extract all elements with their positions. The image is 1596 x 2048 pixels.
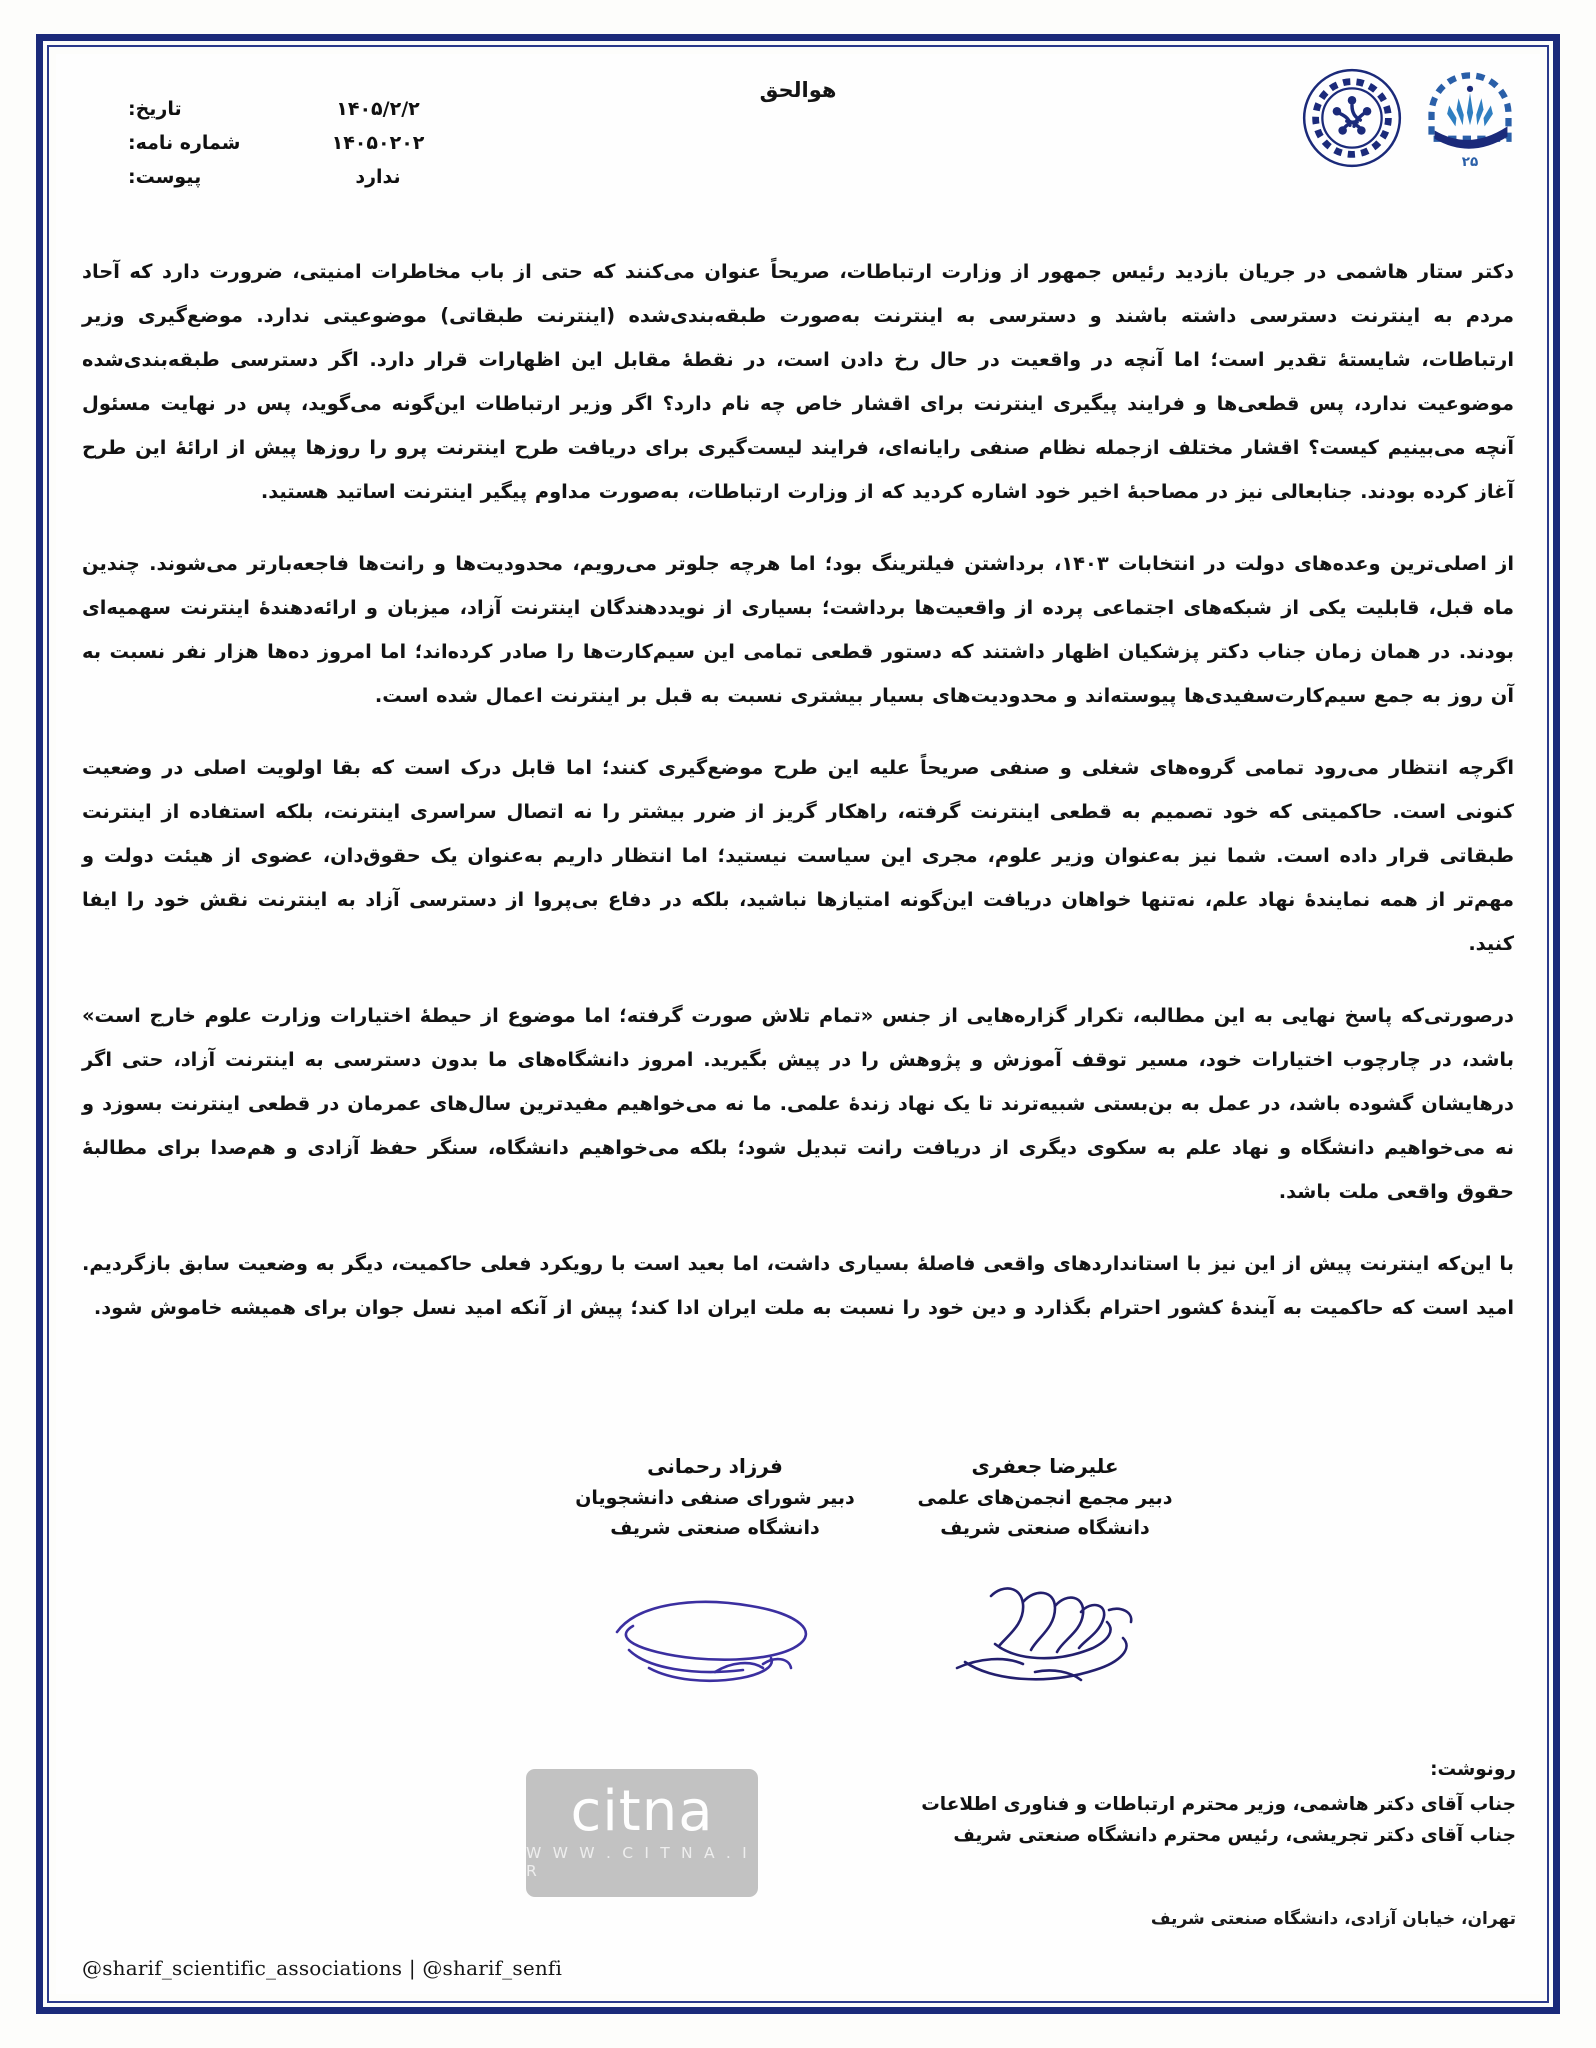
svg-text:۲۵: ۲۵ — [1461, 153, 1479, 170]
body-paragraph-1: دکتر ستار هاشمی در جریان بازدید رئیس جمهور از وزارت ارتباطات، صریحاً عنوان می‌کنند که حتی از باب مخاطرات امنیتی، ضرورت دارد که آحاد مردم به اینترنت دسترسی داشته باشند و دسترسی به اینترنت به‌صورت طبقه‌بندی‌شده (اینترنت طبقاتی) موضوعیتی ندارد. موضع‌گیری وزیر ارتباطات، شایستهٔ تقدیر است؛ اما آنچه در واقعیت در حال رخ دادن است، در نقطهٔ مقابل این اظهارات قرار دارد. اگر دسترسی طبقه‌بندی‌شده موضوعیت ندارد، پس قطعی‌ها و فرایند پیگیری اینترنت برای اقشار خاص چه نام دارد؟ اگر وزیر ارتباطات این‌گونه می‌گوید، پس در نهایت مسئول آنچه می‌بینیم کیست؟ اقشار مختلف ازجمله نظام صنفی رایانه‌ای، فرایند لیست‌گیری برای دریافت طرح اینترنت پرو را روزها پیش از ارائهٔ این طرح آغاز کرده بودند. جنابعالی نیز در مصاحبهٔ اخیر خود اشاره کردید که از وزارت ارتباطات، به‌صورت مداوم پیگیر اینترنت اساتید هستید. — [82, 260, 1514, 503]
meta-label-letter-number: شماره نامه: — [128, 132, 241, 154]
body-paragraph-2: از اصلی‌ترین وعده‌های دولت در انتخابات ۱۴۰۳، برداشتن فیلترینگ بود؛ اما هرچه جلوتر می‌رویم، محدودیت‌ها و رانت‌ها فاجعه‌بارتر می‌شوند. چندین ماه قبل، قابلیت یکی از شبکه‌های اجتماعی پرده از واقعیت‌ها برداشت؛ بسیاری از نویددهندگان اینترنت آزاد، میزبان و ارائه‌دهندهٔ اینترنت سهمیه‌ای بودند. در همان زمان جناب دکتر پزشکیان اظهار داشتند که دستور قطعی تمامی این سیم‌کارت‌ها را صادر کرده‌اند؛ اما امروز ده‌ها هزار نفر نسبت به آن روز به جمع سیم‌کارت‌سفیدی‌ها پیوسته‌اند و محدودیت‌های بسیار بیشتری نسبت به قبل بر اینترنت اعمال شده است. — [82, 552, 1514, 707]
copies-title: رونوشت: — [1430, 1759, 1516, 1780]
signature-name: علیرضا جعفری — [971, 1454, 1119, 1478]
meta-row-attachment — [78, 166, 478, 188]
meta-value-letter-number: ۱۴۰۵۰۲۰۲ — [331, 132, 425, 154]
signature-role: دبیر شورای صنفی دانشجویان — [575, 1487, 855, 1509]
meta-row-letter-number — [78, 132, 478, 154]
copies-section — [696, 1759, 1516, 1856]
handwritten-signature-rahmani-icon — [575, 1576, 875, 1696]
meta-label-attachment: پیوست: — [128, 166, 202, 188]
handwritten-signature-jafari-icon — [895, 1576, 1195, 1696]
copy-recipient-2: جناب آقای دکتر تجریشی، رئیس محترم دانشگاه صنعتی شریف — [953, 1825, 1516, 1846]
meta-value-date: ۱۴۰۵/۲/۲ — [336, 98, 420, 120]
social-handles: @sharif_scientific_associations | @sharif_senfi — [82, 1956, 563, 1980]
signature-block-guild-council — [550, 1454, 880, 1547]
signature-org: دانشگاه صنعتی شریف — [610, 1517, 820, 1539]
signature-area — [56, 1454, 1540, 1784]
letter-body — [82, 250, 1514, 1352]
sharif-student-guild-council-logo — [1418, 66, 1522, 170]
sharif-scientific-associations-logo — [1300, 66, 1404, 170]
citna-wordmark: citna — [570, 1779, 714, 1844]
signature-name: فرزاد رحمانی — [647, 1454, 783, 1478]
basmala-heading: هوالحق — [759, 78, 837, 102]
signature-org: دانشگاه صنعتی شریف — [940, 1517, 1150, 1539]
citna-watermark — [526, 1769, 758, 1897]
header-logos — [1300, 66, 1522, 170]
body-paragraph-5: با این‌که اینترنت پیش از این نیز با استانداردهای واقعی فاصلهٔ بسیاری داشت، اما بعید است با رویکرد فعلی حاکمیت، دیگر به وضعیت سابق بازگردیم. امید است که حاکمیت به آیندهٔ کشور احترام بگذارد و دین خود را نسبت به ملت ایران ادا کند؛ پیش از آنکه امید نسل جوان برای همیشه خاموش شود. — [82, 1252, 1514, 1319]
letter-sheet — [56, 54, 1540, 1994]
signature-block-scientific-associations — [880, 1454, 1210, 1547]
letter-header — [56, 54, 1540, 244]
signature-role: دبیر مجمع انجمن‌های علمی — [917, 1487, 1173, 1509]
body-paragraph-3: اگرچه انتظار می‌رود تمامی گروه‌های شغلی و صنفی صریحاً علیه این طرح موضع‌گیری کنند؛ اما قابل درک است که بقا اولویت اصلی در وضعیت کنونی است. حاکمیتی که خود تصمیم به قطعی اینترنت گرفته، راهکار گریز از ضرر بیشتر را نه اتصال سراسری اینترنت، بلکه استفاده از اینترنت طبقاتی قرار داده است. شما نیز به‌عنوان وزیر علوم، مجری این سیاست نیستید؛ اما انتظار داریم به‌عنوان یک حقوق‌دان، عضوی از هیئت دولت و مهم‌تر از همه نمایندهٔ نهاد علم، نه‌تنها خواهان دریافت این‌گونه امتیازها نباشید، بلکه در دفاع بی‌پروا از دسترسی آزاد به اینترنت نقش خود را ایفا کنید. — [82, 756, 1514, 955]
organization-address: تهران، خیابان آزادی، دانشگاه صنعتی شریف — [1150, 1909, 1516, 1929]
body-paragraph-4: درصورتی‌که پاسخ نهایی به این مطالبه، تکرار گزاره‌هایی از جنس «تمام تلاش صورت گرفته؛ اما موضوع از حیطهٔ اختیارات وزارت علوم خارج است» باشد، در چارچوب اختیارات خود، مسیر توقف آموزش و پژوهش را در پیش بگیرید. امروز دانشگاه‌های ما بدون دسترسی به اینترنت آزاد، حتی اگر درهایشان گشوده باشد، در عمل به بن‌بستی شبیه‌ترند تا یک نهاد زندهٔ علمی. ما نه می‌خواهیم مفیدترین سال‌های عمرمان در قطعی اینترنت بسوزد و نه می‌خواهیم دانشگاه و نهاد علم به سکوی دیگری از دریافت رانت تبدیل شود؛ بلکه می‌خواهیم دانشگاه، سنگر حفظ آزادی و هم‌صدا برای مطالبهٔ حقوق واقعی ملت باشد. — [82, 1004, 1514, 1203]
meta-row-date — [78, 98, 478, 120]
meta-label-date: تاریخ: — [128, 98, 182, 120]
citna-url: W W W . C I T N A . I R — [526, 1844, 750, 1880]
letter-meta — [78, 98, 478, 200]
copy-recipient-1: جناب آقای دکتر هاشمی، وزیر محترم ارتباطات و فناوری اطلاعات — [921, 1794, 1516, 1815]
meta-value-attachment: ندارد — [355, 166, 401, 188]
